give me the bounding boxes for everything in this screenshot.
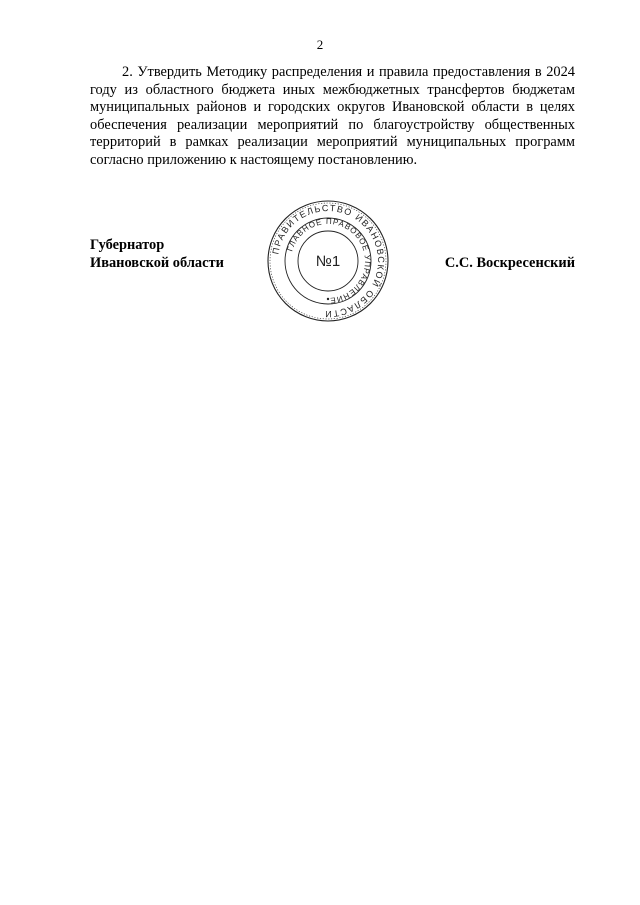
seal-graphic [265,198,391,324]
signatory-title-line2: Ивановской области [90,255,224,271]
seal-outer-text: ПРАВИТЕЛЬСТВО ИВАНОВСКОЙ ОБЛАСТИ [270,202,387,320]
signatory-name: С.С. Воскресенский [444,255,575,271]
page-number: 2 [316,37,324,52]
seal-dot [327,298,329,300]
seal-inner-text: ГЛАВНОЕ ПРАВОВОЕ УПРАВЛЕНИЕ [285,216,373,306]
seal-center-number: №1 [315,253,341,270]
official-seal [265,198,391,324]
signatory-title-line1: Губернатор [90,237,165,253]
signatory-title [90,236,224,272]
body-paragraph: 2. Утвердить Методику распределения и правила предоставления в 2024 году из областного бюджета иных межбюджетных трансфертов бюджетам муниципальных районов и городских округов Ивановской области в целях обеспечения реализации мероприятий по благоустройству общественных территорий в рамках реализации мероприятий муниципальных программ согласно приложению к настоящему постановлению. [90,64,575,168]
